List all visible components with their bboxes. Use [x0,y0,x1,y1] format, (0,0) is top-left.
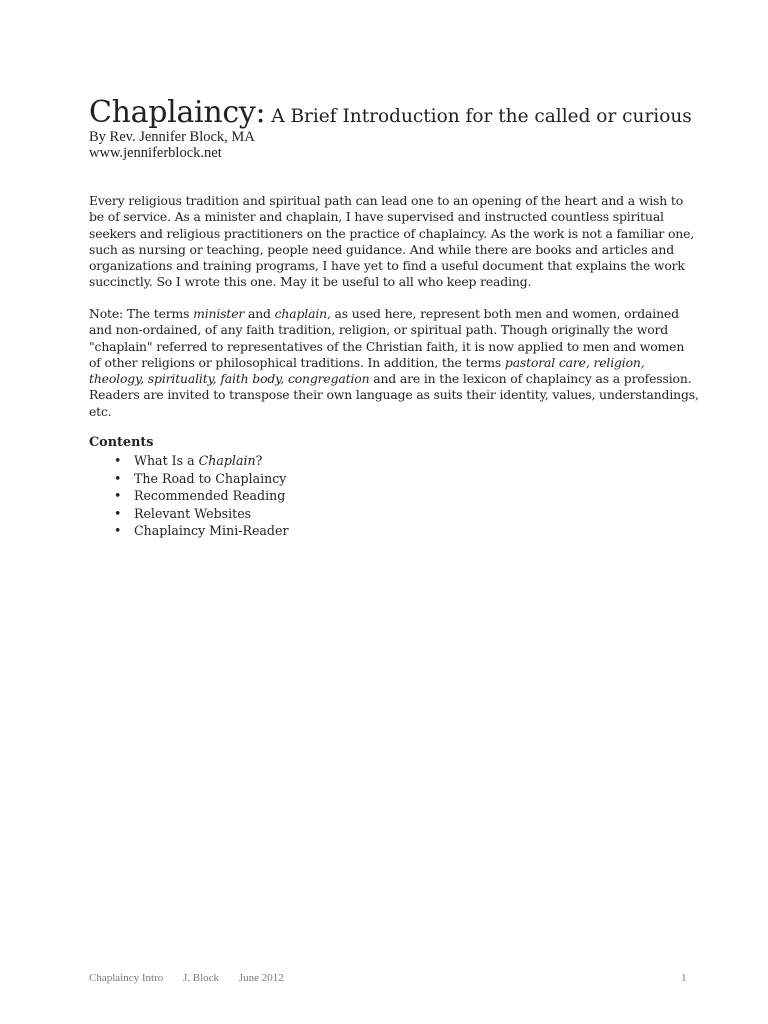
title-main: Chaplaincy: [89,95,266,130]
contents-item-relevant-websites[interactable] [89,505,288,523]
bullet-icon: • [114,470,122,486]
contents-item-mini-reader[interactable] [89,522,288,540]
item-suffix: ? [255,453,263,468]
note-text-2: and [244,306,275,321]
website-link[interactable]: www.jenniferblock.net [89,145,222,161]
title-subtitle: A Brief Introduction for the called or curious [265,106,692,127]
footer-doc-name: Chaplaincy Intro [89,972,164,984]
bullet-icon: • [114,505,122,521]
intro-paragraph: Every religious tradition and spiritual path can lead one to an opening of the heart and a wish to be of service. As a minister and chaplain, I have supervised and instructed countless spiritual seekers and religious practitioners on the practice of chaplaincy. As the work is not a familiar one, such as nursing or teaching, people need guidance. And while there are books and articles and organizations and training programs, I have yet to find a useful document that explains the work succinctly. So I wrote this one. May it be useful to all who keep reading. [89,193,695,290]
contents-list [89,452,288,540]
contents-item-label: Recommended Reading [134,488,286,503]
page-number: 1 [681,972,687,984]
item-prefix: What Is a [134,453,199,468]
note-text-3: , as used here, represent both men and women, ordained and non-ordained, of any faith tradition, religion, or spiritual path. Though originally the word "chaplain" referred to representatives of the Christian faith, it is now applied to men and women of other religions or philosophical traditions. In addition, the terms [89,306,685,370]
contents-item-label: Chaplaincy Mini-Reader [134,523,289,538]
author-line: By Rev. Jennifer Block, MA [89,129,255,145]
footer-author: J. Block [182,972,220,984]
item-emphasis: Chaplain [198,453,256,468]
terms-list: pastoral care, religion, theology, spirituality, faith body, congregation [89,354,645,387]
bullet-icon: • [114,488,122,503]
contents-item-label: The Road to Chaplaincy [134,470,287,486]
note-paragraph [89,306,699,420]
page-footer [89,972,301,984]
contents-item-what-is-a-chaplain[interactable] [89,452,288,470]
term-chaplain: chaplain [274,306,327,321]
term-minister: minister [193,306,245,321]
note-text-4: and are in the lexicon of chaplaincy as a profession. Readers are invited to transpose their own language as suits their identity, values, understandings, etc. [89,371,699,419]
contents-item-road-to-chaplaincy[interactable] [89,470,288,488]
contents-item-recommended-reading[interactable] [89,487,288,505]
bullet-icon: • [114,523,122,538]
contents-heading: Contents [89,435,154,450]
byline [89,129,255,161]
note-text-1: Note: The terms [89,306,194,321]
footer-date: June 2012 [238,972,284,984]
contents-item-label: Relevant Websites [134,505,252,521]
bullet-icon: • [114,453,122,468]
